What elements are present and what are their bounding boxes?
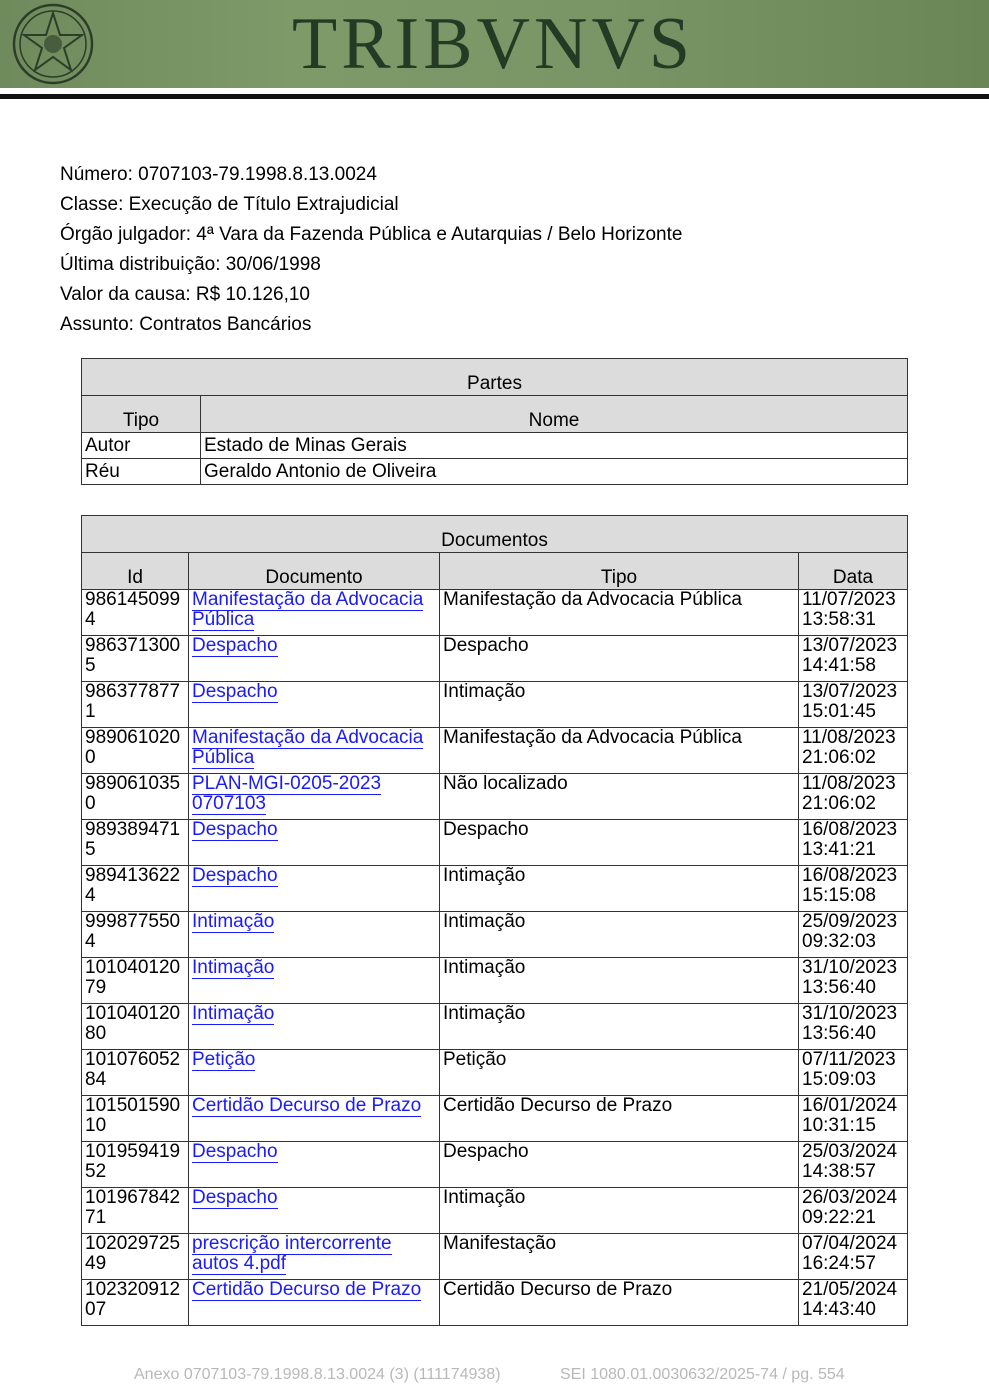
table-row bbox=[82, 728, 908, 774]
last-distribution: Última distribuição: 30/06/1998 bbox=[60, 254, 321, 275]
document-date: 16/08/2023 15:15:08 bbox=[799, 866, 908, 912]
document-date: 13/07/2023 14:41:58 bbox=[799, 636, 908, 682]
document-type: Intimação bbox=[440, 866, 799, 912]
party-type: Réu bbox=[82, 459, 201, 485]
document-type: Despacho bbox=[440, 820, 799, 866]
table-row bbox=[82, 866, 908, 912]
process-number: Número: 0707103-79.1998.8.13.0024 bbox=[60, 164, 377, 185]
party-type: Autor bbox=[82, 433, 201, 459]
document-date: 31/10/2023 13:56:40 bbox=[799, 1004, 908, 1050]
document-link[interactable]: prescrição intercorrente autos 4.pdf bbox=[192, 1233, 392, 1274]
document-cell bbox=[189, 820, 440, 866]
document-type: Despacho bbox=[440, 636, 799, 682]
document-id: 10104012079 bbox=[82, 958, 189, 1004]
document-id: 10195941952 bbox=[82, 1142, 189, 1188]
table-row bbox=[82, 636, 908, 682]
document-type: Certidão Decurso de Prazo bbox=[440, 1280, 799, 1326]
document-type: Despacho bbox=[440, 1142, 799, 1188]
table-row bbox=[82, 1050, 908, 1096]
document-date: 13/07/2023 15:01:45 bbox=[799, 682, 908, 728]
document-id: 10150159010 bbox=[82, 1096, 189, 1142]
document-id: 10202972549 bbox=[82, 1234, 189, 1280]
document-cell bbox=[189, 1004, 440, 1050]
document-id: 10107605284 bbox=[82, 1050, 189, 1096]
document-id: 9894136224 bbox=[82, 866, 189, 912]
document-cell bbox=[189, 774, 440, 820]
table-row bbox=[82, 1188, 908, 1234]
document-cell bbox=[189, 590, 440, 636]
document-type: Manifestação bbox=[440, 1234, 799, 1280]
parties-header-tipo: Tipo bbox=[82, 396, 201, 433]
document-date: 11/08/2023 21:06:02 bbox=[799, 774, 908, 820]
document-id: 9890610350 bbox=[82, 774, 189, 820]
document-id: 9863778771 bbox=[82, 682, 189, 728]
document-cell bbox=[189, 1280, 440, 1326]
documents-table bbox=[81, 515, 908, 1326]
document-link[interactable]: Manifestação da Advocacia Pública bbox=[192, 727, 424, 768]
document-type: Intimação bbox=[440, 912, 799, 958]
document-type: Petição bbox=[440, 1050, 799, 1096]
document-link[interactable]: Certidão Decurso de Prazo bbox=[192, 1095, 422, 1116]
document-cell bbox=[189, 1234, 440, 1280]
table-row bbox=[82, 682, 908, 728]
document-cell bbox=[189, 728, 440, 774]
document-type: Manifestação da Advocacia Pública bbox=[440, 728, 799, 774]
table-row bbox=[82, 1142, 908, 1188]
document-link[interactable]: Despacho bbox=[192, 1141, 278, 1162]
judging-body: Órgão julgador: 4ª Vara da Fazenda Pública e Autarquias / Belo Horizonte bbox=[60, 224, 683, 245]
document-date: 07/11/2023 15:09:03 bbox=[799, 1050, 908, 1096]
document-link[interactable]: Intimação bbox=[192, 1003, 275, 1024]
header-banner bbox=[0, 0, 989, 88]
footer-sei: SEI 1080.01.0030632/2025-74 / pg. 554 bbox=[560, 1366, 845, 1383]
table-row bbox=[82, 433, 908, 459]
document-id: 9998775504 bbox=[82, 912, 189, 958]
document-cell bbox=[189, 1142, 440, 1188]
table-row bbox=[82, 912, 908, 958]
case-value: Valor da causa: R$ 10.126,10 bbox=[60, 284, 310, 305]
document-link[interactable]: Intimação bbox=[192, 957, 275, 978]
document-date: 07/04/2024 16:24:57 bbox=[799, 1234, 908, 1280]
document-link[interactable]: Manifestação da Advocacia Pública bbox=[192, 589, 424, 630]
document-date: 26/03/2024 09:22:21 bbox=[799, 1188, 908, 1234]
documents-caption: Documentos bbox=[82, 516, 908, 553]
table-row bbox=[82, 1280, 908, 1326]
document-type: Não localizado bbox=[440, 774, 799, 820]
table-row bbox=[82, 774, 908, 820]
document-id: 10232091207 bbox=[82, 1280, 189, 1326]
tribunal-title: TRIBVNVS bbox=[292, 3, 695, 85]
document-cell bbox=[189, 636, 440, 682]
header-rule bbox=[0, 94, 989, 99]
document-date: 25/03/2024 14:38:57 bbox=[799, 1142, 908, 1188]
documents-header-id: Id bbox=[82, 553, 189, 590]
document-link[interactable]: Despacho bbox=[192, 635, 278, 656]
document-id: 9863713005 bbox=[82, 636, 189, 682]
case-subject: Assunto: Contratos Bancários bbox=[60, 314, 312, 335]
document-type: Intimação bbox=[440, 1004, 799, 1050]
document-link[interactable]: Despacho bbox=[192, 681, 278, 702]
documents-header-tipo: Tipo bbox=[440, 553, 799, 590]
document-id: 9890610200 bbox=[82, 728, 189, 774]
document-type: Intimação bbox=[440, 958, 799, 1004]
parties-header-nome: Nome bbox=[201, 396, 908, 433]
parties-table bbox=[81, 358, 908, 485]
document-date: 16/01/2024 10:31:15 bbox=[799, 1096, 908, 1142]
table-row bbox=[82, 1234, 908, 1280]
document-cell bbox=[189, 1096, 440, 1142]
parties-caption: Partes bbox=[82, 359, 908, 396]
document-date: 31/10/2023 13:56:40 bbox=[799, 958, 908, 1004]
footer-anexo: Anexo 0707103-79.1998.8.13.0024 (3) (111174938) bbox=[134, 1366, 501, 1383]
document-date: 16/08/2023 13:41:21 bbox=[799, 820, 908, 866]
document-id: 9893894715 bbox=[82, 820, 189, 866]
document-cell bbox=[189, 866, 440, 912]
coat-of-arms-icon bbox=[12, 3, 94, 85]
document-link[interactable]: Petição bbox=[192, 1049, 256, 1070]
document-link[interactable]: Despacho bbox=[192, 1187, 278, 1208]
table-row bbox=[82, 1004, 908, 1050]
process-info bbox=[60, 160, 682, 340]
document-date: 25/09/2023 09:32:03 bbox=[799, 912, 908, 958]
table-row bbox=[82, 590, 908, 636]
document-link[interactable]: Despacho bbox=[192, 865, 278, 886]
document-cell bbox=[189, 1188, 440, 1234]
document-id: 9861450994 bbox=[82, 590, 189, 636]
documents-header-documento: Documento bbox=[189, 553, 440, 590]
document-link[interactable]: Intimação bbox=[192, 911, 275, 932]
document-cell bbox=[189, 1050, 440, 1096]
document-link[interactable]: Certidão Decurso de Prazo bbox=[192, 1279, 422, 1300]
document-date: 21/05/2024 14:43:40 bbox=[799, 1280, 908, 1326]
document-link[interactable]: Despacho bbox=[192, 819, 278, 840]
table-row bbox=[82, 820, 908, 866]
table-row bbox=[82, 958, 908, 1004]
process-class: Classe: Execução de Título Extrajudicial bbox=[60, 194, 399, 215]
table-row bbox=[82, 1096, 908, 1142]
document-type: Manifestação da Advocacia Pública bbox=[440, 590, 799, 636]
party-name: Geraldo Antonio de Oliveira bbox=[201, 459, 908, 485]
document-id: 10104012080 bbox=[82, 1004, 189, 1050]
document-id: 10196784271 bbox=[82, 1188, 189, 1234]
document-cell bbox=[189, 682, 440, 728]
document-date: 11/07/2023 13:58:31 bbox=[799, 590, 908, 636]
document-cell bbox=[189, 912, 440, 958]
party-name: Estado de Minas Gerais bbox=[201, 433, 908, 459]
table-row bbox=[82, 459, 908, 485]
document-cell bbox=[189, 958, 440, 1004]
document-type: Intimação bbox=[440, 682, 799, 728]
documents-header-data: Data bbox=[799, 553, 908, 590]
document-type: Certidão Decurso de Prazo bbox=[440, 1096, 799, 1142]
document-link[interactable]: PLAN-MGI-0205-2023 0707103 bbox=[192, 773, 382, 814]
document-type: Intimação bbox=[440, 1188, 799, 1234]
document-date: 11/08/2023 21:06:02 bbox=[799, 728, 908, 774]
